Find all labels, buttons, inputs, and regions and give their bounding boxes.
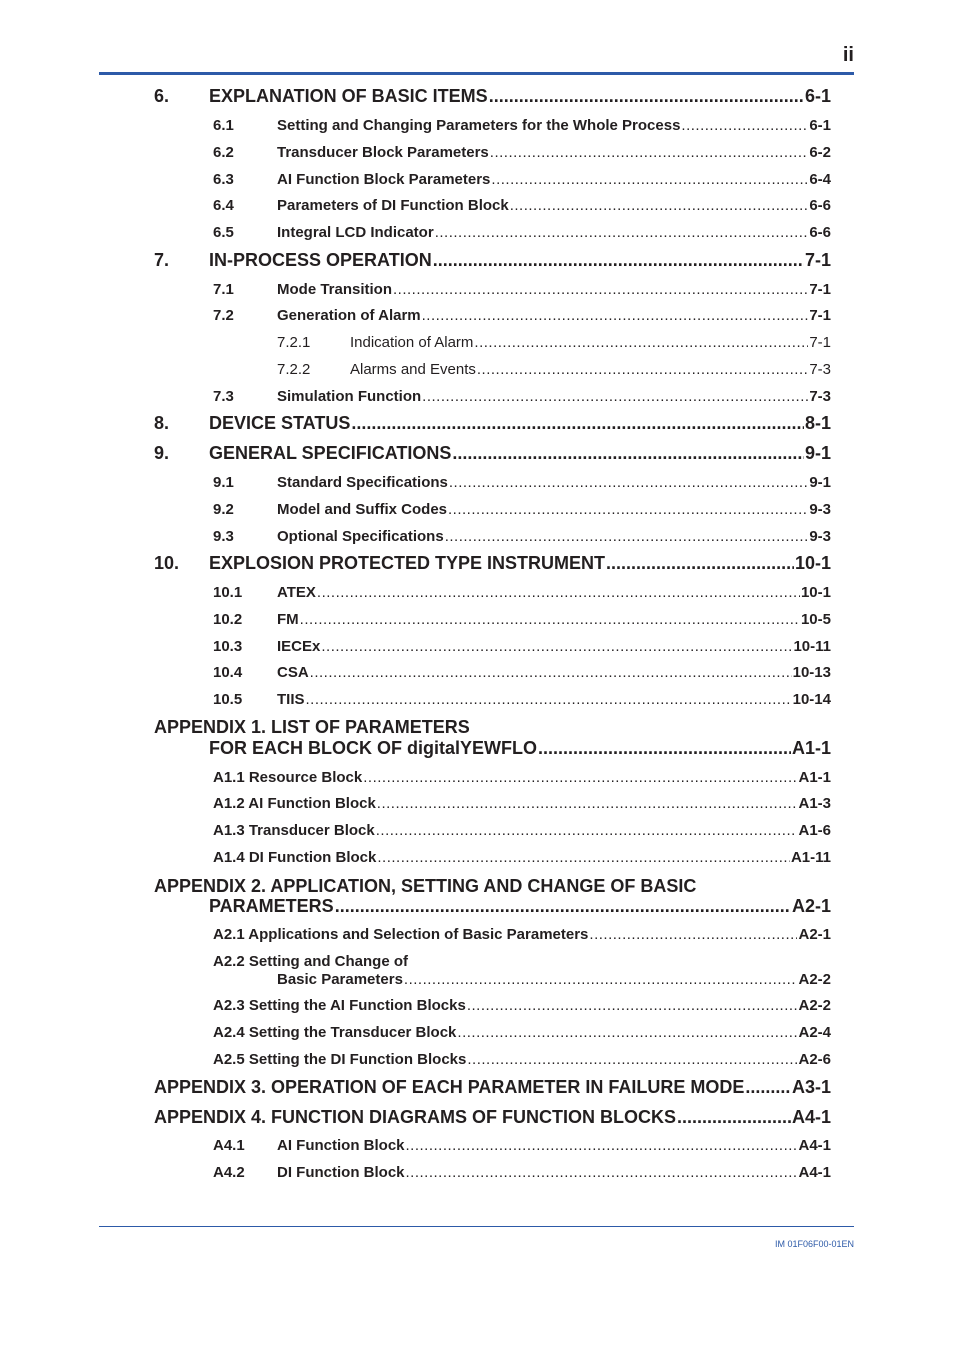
toc-page: 9-3 [809,501,831,518]
toc-entry-10-3[interactable] [213,638,831,655]
toc-number: 10. [154,553,180,573]
toc-number: 6. [154,86,170,106]
toc-leader [310,664,792,681]
toc-page: 10-13 [792,664,831,681]
toc-page: A2-2 [798,971,831,988]
toc-page: 10-11 [793,638,831,655]
toc-entry-10-4[interactable] [213,664,831,681]
toc-title: APPENDIX 4. FUNCTION DIAGRAMS OF FUNCTION BLOCKS [154,1107,677,1127]
toc-leader [351,413,804,434]
toc-page: A2-6 [798,1051,831,1068]
toc-page: 7-1 [809,307,831,324]
toc-title: Model and Suffix Codes [277,501,448,518]
toc-entry-appendix-1[interactable] [209,738,831,759]
toc-page: 10-14 [792,691,831,708]
toc-leader [489,86,804,107]
toc-title: Generation of Alarm [277,307,421,324]
toc-page: A4-1 [791,1107,831,1127]
toc-entry-10-2[interactable] [213,611,831,628]
toc-leader [335,896,791,917]
toc-number: 9.2 [213,501,234,518]
toc-leader [300,611,800,628]
toc-title: APPENDIX 3. OPERATION OF EACH PARAMETER IN FAILURE MODE [154,1077,745,1097]
toc-number: 10.1 [213,584,243,601]
toc-number: 8. [154,413,170,433]
toc-entry-a1-1[interactable] [213,769,831,786]
toc-entry-a2-2-line1[interactable]: A2.2 Setting and Change of [213,953,409,970]
toc-number: 6.3 [213,171,234,188]
toc-number: 6.5 [213,224,234,241]
toc-entry-a2-5[interactable] [213,1051,831,1068]
toc-page: 9-3 [809,528,831,545]
toc-entry-chapter-7[interactable] [154,250,831,271]
toc-page: 6-6 [809,197,831,214]
toc-title: FM [277,611,299,628]
toc-leader [448,501,808,518]
toc-leader [404,971,798,988]
toc-title: GENERAL SPECIFICATIONS [209,443,452,463]
toc-page: A4-1 [798,1164,831,1181]
toc-number: A4.1 [213,1137,245,1154]
toc-entry-a1-4[interactable] [213,849,831,866]
toc-page: 8-1 [804,413,831,433]
toc-entry-7-3[interactable] [213,388,831,405]
toc-title: PARAMETERS [209,896,334,916]
toc-entry-appendix-4[interactable] [154,1107,831,1128]
toc-leader [377,849,790,866]
toc-leader [422,388,808,405]
toc-entry-9-1[interactable] [213,474,831,491]
toc-page: A1-6 [798,822,831,839]
toc-entry-7-2[interactable] [213,307,831,324]
toc-appendix-2-line1[interactable]: APPENDIX 2. APPLICATION, SETTING AND CHANGE OF BASIC [154,876,697,896]
header-rule [99,72,854,75]
toc-leader [677,1107,791,1128]
toc-leader [467,1051,797,1068]
toc-title: Indication of Alarm [350,334,474,351]
toc-entry-10-1[interactable] [213,584,831,601]
toc-title: A2.4 Setting the Transducer Block [213,1024,457,1041]
toc-title: A2.5 Setting the DI Function Blocks [213,1051,467,1068]
toc-leader [474,334,808,351]
toc-title: EXPLANATION OF BASIC ITEMS [209,86,488,106]
toc-number: 10.2 [213,611,243,628]
toc-title: ATEX [277,584,316,601]
toc-page: 6-1 [809,117,831,134]
toc-entry-a2-4[interactable] [213,1024,831,1041]
toc-title: Alarms and Events [350,361,476,378]
toc-leader [406,1137,798,1154]
toc-page: 6-2 [809,144,831,161]
toc-appendix-1-line1[interactable]: APPENDIX 1. LIST OF PARAMETERS [154,717,470,737]
toc-leader [321,638,792,655]
toc-title: EXPLOSION PROTECTED TYPE INSTRUMENT [209,553,606,573]
toc-entry-chapter-6[interactable] [154,86,831,107]
toc-number: 10.4 [213,664,243,681]
toc-page: A4-1 [798,1137,831,1154]
toc-page: A2-2 [798,997,831,1014]
toc-title: AI Function Block [277,1137,405,1154]
toc-page: A2-4 [798,1024,831,1041]
toc-entry-6-1[interactable] [213,117,831,134]
toc-page: 7-1 [804,250,831,270]
toc-leader [510,197,809,214]
toc-leader [422,307,809,324]
toc-entry-a2-3[interactable] [213,997,831,1014]
toc-entry-a4-1[interactable] [213,1137,831,1154]
toc-page: A2-1 [791,896,831,916]
toc-title: FOR EACH BLOCK OF digitalYEWFLO [209,738,537,758]
toc-page: 10-1 [794,553,831,573]
toc-entry-a4-2[interactable] [213,1164,831,1181]
toc-page: 10-5 [800,611,831,628]
toc-entry-9-3[interactable] [213,528,831,545]
toc-entry-6-5[interactable] [213,224,831,241]
toc-page: 6-1 [804,86,831,106]
toc-leader [589,926,797,943]
toc-title: AI Function Block Parameters [277,171,491,188]
toc-page: A1-11 [790,849,831,866]
toc-title: DEVICE STATUS [209,413,351,433]
toc-number: 7.1 [213,281,234,298]
toc-entry-a1-3[interactable] [213,822,831,839]
toc-title: TIIS [277,691,305,708]
toc-entry-6-2[interactable] [213,144,831,161]
toc-leader [377,795,798,812]
footer-rule [99,1226,854,1227]
toc-leader [467,997,798,1014]
toc-number: 9.3 [213,528,234,545]
toc-page: A1-1 [798,769,831,786]
toc-title: A1.3 Transducer Block [213,822,375,839]
toc-title: Basic Parameters [277,971,403,988]
toc-page: 6-4 [809,171,831,188]
toc-leader [681,117,808,134]
toc-entry-10-5[interactable] [213,691,831,708]
toc-entry-7-2-1[interactable] [277,334,831,351]
toc-leader [477,361,808,378]
document-id: IM 01F06F00-01EN [774,1239,854,1249]
toc-entry-a1-2[interactable] [213,795,831,812]
toc-leader [457,1024,797,1041]
toc-entry-7-1[interactable] [213,281,831,298]
toc-leader [363,769,797,786]
toc-page: 7-3 [809,388,831,405]
toc-number: 7.2.2 [277,361,311,378]
toc-title: IN-PROCESS OPERATION [209,250,432,270]
toc-title: A1.1 Resource Block [213,769,363,786]
toc-leader [452,443,804,464]
toc-leader [433,250,804,271]
toc-title: A2.1 Applications and Selection of Basic Parameters [213,926,589,943]
toc-title: A2.3 Setting the AI Function Blocks [213,997,466,1014]
toc-number: 10.3 [213,638,243,655]
toc-leader [490,144,809,161]
toc-entry-7-2-2[interactable] [277,361,831,378]
toc-leader [491,171,808,188]
toc-entry-9-2[interactable] [213,501,831,518]
toc-page: 6-6 [809,224,831,241]
toc-title: A1.2 AI Function Block [213,795,376,812]
toc-entry-chapter-9[interactable] [154,443,831,464]
toc-leader [376,822,798,839]
toc-entry-6-3[interactable] [213,171,831,188]
toc-page: 9-1 [809,474,831,491]
toc-number: 6.2 [213,144,234,161]
toc-number: 10.5 [213,691,243,708]
page-number: ii [842,44,854,66]
toc-title: DI Function Block [277,1164,405,1181]
toc-page: 10-1 [800,584,831,601]
toc-page: 7-1 [809,334,831,351]
toc-page: A3-1 [791,1077,831,1097]
toc-page: 7-3 [809,361,831,378]
toc-leader [445,528,809,545]
toc-number: A4.2 [213,1164,245,1181]
toc-page: A1-1 [791,738,831,758]
toc-leader [393,281,808,298]
toc-number: 9.1 [213,474,234,491]
toc-title: Optional Specifications [277,528,444,545]
toc-title: Mode Transition [277,281,393,298]
toc-title: Parameters of DI Function Block [277,197,509,214]
toc-title: A1.4 DI Function Block [213,849,377,866]
toc-page: A2-1 [798,926,831,943]
toc-number: 7.3 [213,388,234,405]
toc-number: 7. [154,250,170,270]
toc-title: Simulation Function [277,388,422,405]
toc-entry-chapter-10[interactable] [154,553,831,574]
toc-title: Transducer Block Parameters [277,144,489,161]
toc-leader [406,1164,798,1181]
toc-page: 9-1 [804,443,831,463]
toc-leader [745,1077,791,1098]
toc-entry-a2-1[interactable] [213,926,831,943]
toc-entry-chapter-8[interactable] [154,413,831,434]
toc-title: IECEx [277,638,321,655]
toc-title: Setting and Changing Parameters for the Whole Process [277,117,681,134]
toc-page: A1-3 [798,795,831,812]
toc-leader [317,584,800,601]
toc-leader [435,224,809,241]
toc-entry-appendix-3[interactable] [154,1077,831,1098]
toc-number: 9. [154,443,170,463]
toc-entry-a2-2[interactable] [277,971,831,988]
toc-page: 7-1 [809,281,831,298]
toc-entry-appendix-2[interactable] [209,896,831,917]
toc-entry-6-4[interactable] [213,197,831,214]
toc-number: 7.2.1 [277,334,311,351]
toc-number: 6.4 [213,197,234,214]
toc-leader [606,553,794,574]
toc-leader [306,691,792,708]
toc-number: 6.1 [213,117,234,134]
toc-leader [538,738,791,759]
toc-title: Integral LCD Indicator [277,224,434,241]
toc-title: Standard Specifications [277,474,448,491]
toc-leader [449,474,808,491]
toc-number: 7.2 [213,307,234,324]
toc-title: CSA [277,664,309,681]
